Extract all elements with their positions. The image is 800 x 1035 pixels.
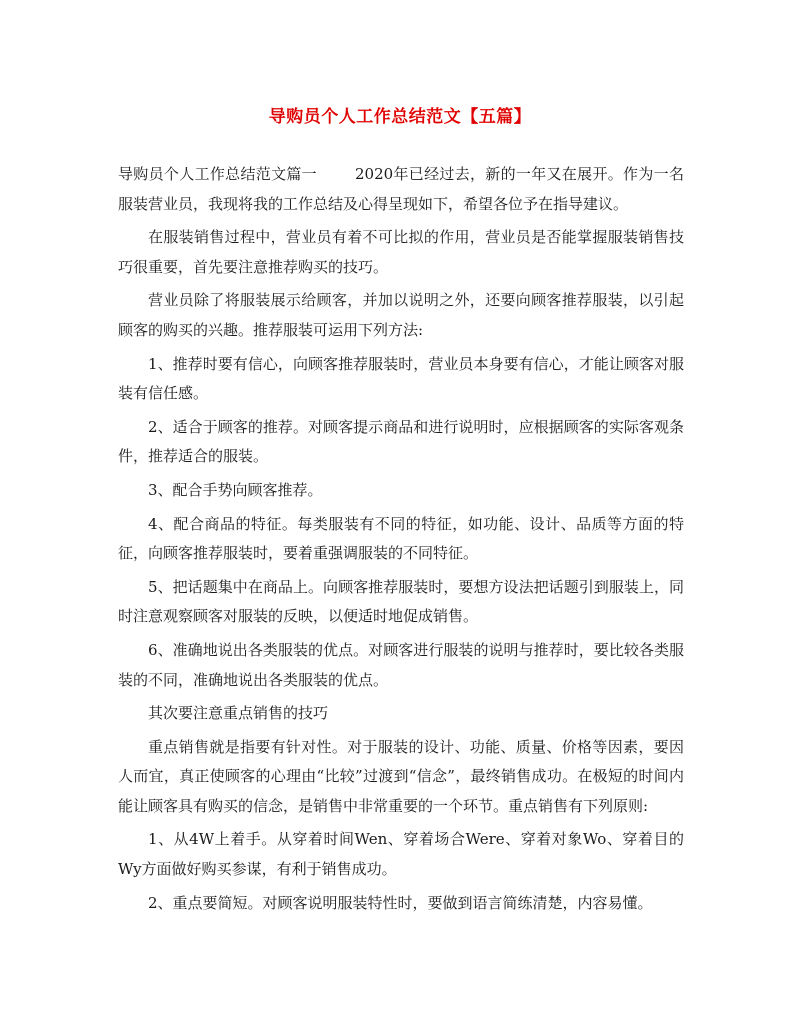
paragraph-2: 营业员除了将服装展示给顾客，并加以说明之外，还要向顾客推荐服装，以引起顾客的购买的兴趣。推荐服装可运用下列方法: [118,291,684,339]
paragraph-4: 2、适合于顾客的推荐。对顾客提示商品和进行说明时，应根据顾客的实际客观条件，推荐适合的服装。 [118,417,684,466]
paragraph-7: 5、把话题集中在商品上。向顾客推荐服装时，要想方设法把话题引到服装上，同时注意观察顾客对服装的反映，以便适时地促成销售。 [118,577,684,626]
paragraph-5: 3、配合手势向顾客推荐。 [148,480,323,499]
document-body [118,160,684,922]
paragraph-10: 重点销售就是指要有针对性。对于服装的设计、功能、质量、价格等因素，要因人而宜，真正使顾客的心理由“比较”过渡到“信念”，最终销售成功。在极短的时间内能让顾客具有购买的信念，是销售中非常重要的一个环节。重点销售有下列原则: [118,737,684,815]
paragraph-12: 2、重点要简短。对顾客说明服装特性时，要做到语言简练清楚，内容易懂。 [148,893,653,912]
paragraph-3: 1、推荐时要有信心，向顾客推荐服装时，营业员本身要有信心，才能让顾客对服装有信任感。 [118,354,684,403]
paragraph-6: 4、配合商品的特征。每类服装有不同的特征，如功能、设计、品质等方面的特征，向顾客推荐服装时，要着重强调服装的不同特征。 [118,514,684,563]
paragraph-1: 在服装销售过程中，营业员有着不可比拟的作用，营业员是否能掌握服装销售技巧很重要，首先要注意推荐购买的技巧。 [118,228,684,276]
intro-paragraph [118,160,684,219]
intro-heading: 导购员个人工作总结范文篇一 [118,165,317,183]
paragraph-11: 1、从4W上着手。从穿着时间Wen、穿着场合Were、穿着对象Wo、穿着目的Wy方面做好购买参谋，有利于销售成功。 [118,830,684,879]
intro-text: 2020年已经过去，新的一年又在展开。作为一名服装营业员，我现将我的工作总结及心得呈现如下，希望各位予在指导建议。 [118,165,684,213]
section-heading: 其次要注意重点销售的技巧 [148,704,329,723]
paragraph-8: 6、准确地说出各类服装的优点。对顾客进行服装的说明与推荐时，要比较各类服装的不同，准确地说出各类服装的优点。 [118,640,684,689]
document-title: 导购员个人工作总结范文【五篇】 [268,107,532,127]
